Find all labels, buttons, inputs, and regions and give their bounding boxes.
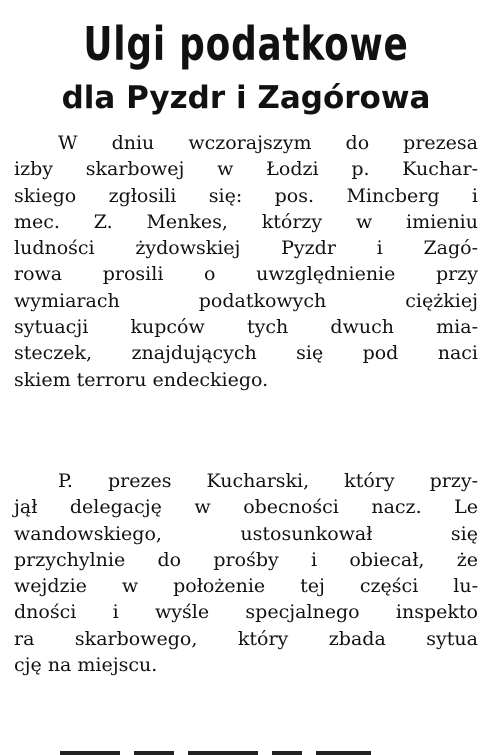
- article-subheadline: dla Pyzdr i Zagórowa: [61, 80, 431, 116]
- text-line: ludności żydowskiej Pyzdr i Zagó-: [14, 237, 478, 260]
- text-line: wejdzie w położenie tej części lu-: [14, 575, 478, 598]
- article-paragraph-2: [14, 468, 478, 678]
- text-line: steczek, znajdujących się pod naci: [14, 342, 478, 365]
- text-line: ra skarbowego, który zbada sytua: [14, 627, 478, 650]
- text-line: P. prezes Kucharski, który przy-: [58, 470, 478, 492]
- text-line: skiem terroru endeckiego.: [14, 368, 269, 391]
- text-line: wymiarach podatkowych ciężkiej: [14, 289, 478, 312]
- text-line: rowa prosili o uwzględnienie przy: [14, 263, 478, 286]
- text-line: sytuacji kupców tych dwuch mia-: [14, 316, 478, 339]
- text-line: cję na miejscu.: [14, 654, 158, 677]
- text-line: wandowskiego, ustosunkował się: [14, 522, 478, 545]
- text-line: W dniu wczorajszym do prezesa: [58, 132, 478, 154]
- text-line: przychylnie do prośby i obiecał, że: [14, 548, 478, 571]
- cropped-next-line: [60, 742, 440, 755]
- text-line: skiego zgłosili się: pos. Mincberg i: [14, 184, 478, 207]
- article-headline: Ulgi podatkowe: [83, 17, 409, 71]
- text-line: dności i wyśle specjalnego inspekto: [14, 601, 478, 624]
- text-line: izby skarbowej w Łodzi p. Kuchar-: [14, 158, 478, 181]
- text-line: mec. Z. Menkes, którzy w imieniu: [14, 210, 478, 233]
- article-paragraph-1: [14, 130, 478, 393]
- text-line: jął delegację w obecności nacz. Le: [14, 496, 478, 519]
